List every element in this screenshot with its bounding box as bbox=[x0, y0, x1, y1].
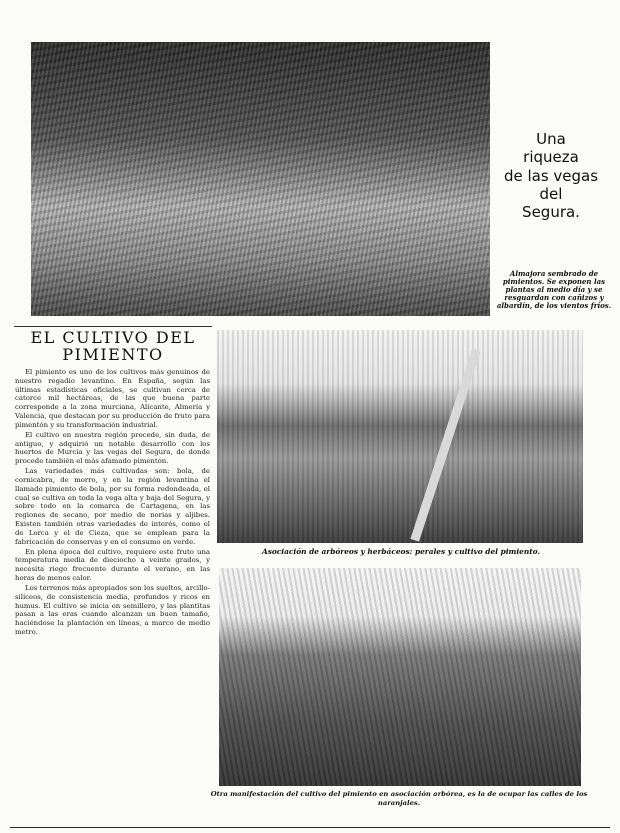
photo-orange-grove-peppers bbox=[219, 568, 581, 786]
page-bottom-rule bbox=[10, 827, 610, 828]
article-paragraph: Los terrenos más apropiados son los sueltos, arcillo-silíceos, de consistencia media, profundos y ricos en humus. El cultivo se inicia en semillero, y las plantitas pasan a las eras cuando alcanzan un buen tamaño, haciéndose la plantación en líneas, a marco de medio metro. bbox=[15, 583, 210, 637]
feature-title bbox=[492, 130, 610, 221]
headline-line: EL CULTIVO DEL bbox=[30, 328, 196, 347]
article-body bbox=[15, 368, 210, 638]
title-line: de las vegas bbox=[503, 166, 599, 185]
headline-rule bbox=[14, 326, 212, 327]
title-line: Segura. bbox=[522, 203, 580, 222]
article-paragraph: El cultivo en nuestra región procede, sin duda, de antiguo, y adquirió un notable desarrollo con los huertos de Murcia y las vegas del Segura, de donde procede también el más afamado pimentón. bbox=[15, 430, 210, 466]
title-line: riqueza bbox=[523, 148, 579, 167]
photo-pear-trees-peppers bbox=[217, 330, 583, 543]
utility-pole bbox=[410, 349, 480, 542]
headline-line: PIMIENTO bbox=[62, 344, 164, 364]
caption-middle-photo: Asociación de arbóreos y herbáceos: perales y cultivo del pimiento. bbox=[261, 547, 541, 556]
caption-top-photo: Almajora sembrado de pimientos. Se exponen las plantas al medio día y se resguardan con cañizos y albardín, de los vientos fríos. bbox=[496, 269, 612, 311]
caption-bottom-photo: Otra manifestación del cultivo del pimiento en asociación arbórea, es la de ocupar las calles de los naranjales. bbox=[210, 790, 588, 808]
title-line: del bbox=[539, 184, 563, 203]
article-paragraph: El pimiento es uno de los cultivos más genuinos de nuestro regadío levantino. En España, según las últimas estadísticas oficiales, se cultivan cerca de catorce mil hectáreas, de las que buena parte corresponde a la zona murciana, Alicante, Almería y Valencia, que destacan por su producción de fruto para pimentón y su transformación industrial. bbox=[15, 368, 210, 429]
photo-pepper-seedbed bbox=[31, 42, 490, 316]
article-paragraph: En plena época del cultivo, requiere este fruto una temperatura media de dieciocho a veinte grados, y necesita riego frecuente durante el verano, en las horas de menos calor. bbox=[15, 547, 210, 583]
article-headline bbox=[14, 330, 212, 364]
title-line: Una bbox=[536, 130, 566, 148]
article-paragraph: Las variedades más cultivadas son: bola, de cornicabra, de morro, y en la región levantina el llamado pimiento de bola, por su forma redondeada, el cual se cultiva en toda la vega alta y baja del Segura, y sobre todo en la comarca de Cartagena, en las regiones de secano, por medio de norias y aljibes. Existen también otras variedades de interés, como el de Lorca y el de Cieza, que se emplean para la fabricación de conservas y en el consumo en verde. bbox=[15, 467, 210, 546]
